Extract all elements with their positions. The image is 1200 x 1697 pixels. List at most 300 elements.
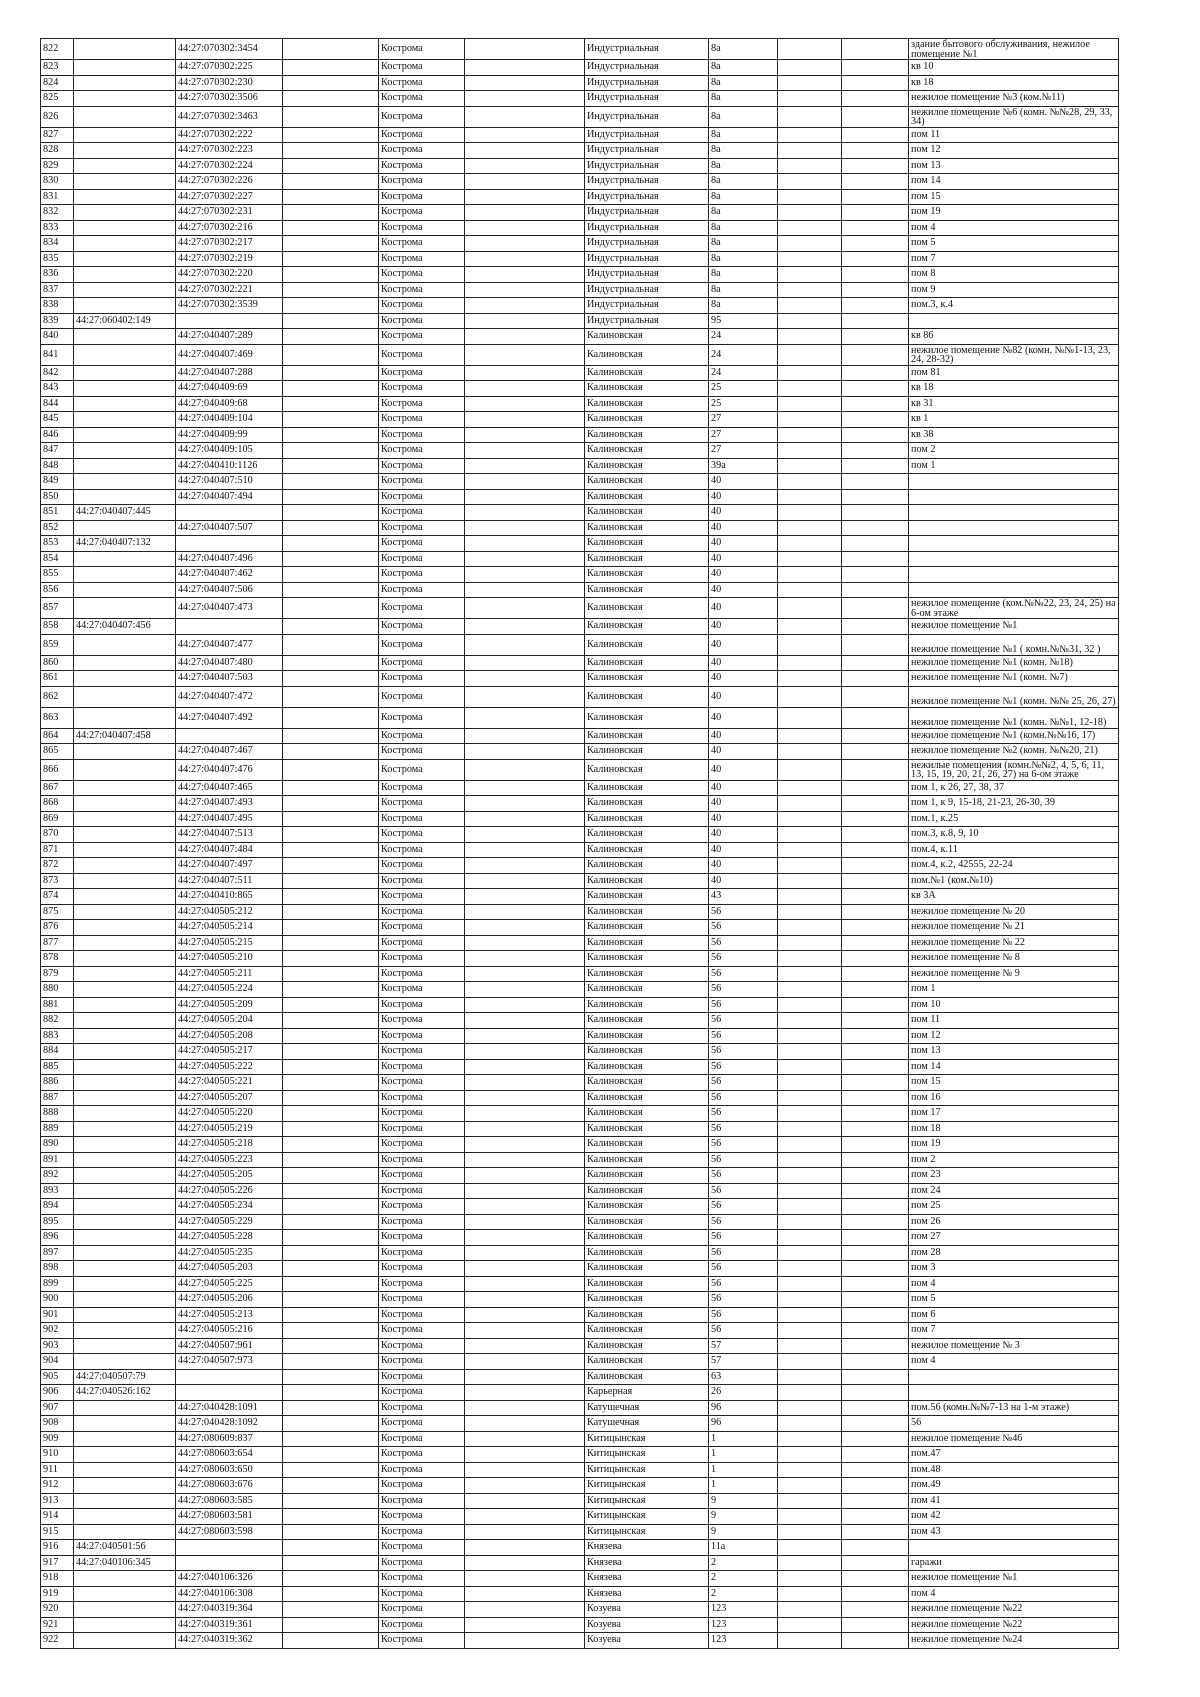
empty-cell	[283, 91, 379, 107]
premises-description-cell: нежилое помещение №3 (ком.№11)	[909, 91, 1119, 107]
row-number: 891	[41, 1152, 74, 1168]
row-number: 887	[41, 1090, 74, 1106]
empty-cell	[283, 671, 379, 687]
empty-cell	[778, 427, 842, 443]
cadastral-number-premises: 44:27:040505:216	[176, 1323, 283, 1339]
empty-cell	[842, 189, 909, 205]
empty-cell	[842, 1633, 909, 1649]
empty-cell	[283, 1013, 379, 1029]
empty-cell	[465, 396, 585, 412]
cadastral-number-land	[74, 1152, 176, 1168]
empty-cell	[283, 396, 379, 412]
empty-cell	[283, 505, 379, 521]
row-number: 904	[41, 1354, 74, 1370]
table-row	[41, 1276, 1119, 1292]
cadastral-number-land	[74, 282, 176, 298]
city-cell: Кострома	[379, 1571, 465, 1587]
city-cell: Кострома	[379, 1292, 465, 1308]
empty-cell	[778, 1090, 842, 1106]
house-number-cell: 26	[709, 1385, 778, 1401]
empty-cell	[842, 39, 909, 60]
street-cell: Калиновская	[585, 873, 709, 889]
table-row	[41, 1059, 1119, 1075]
cadastral-number-land	[74, 427, 176, 443]
cadastral-number-land	[74, 780, 176, 796]
city-cell: Кострома	[379, 205, 465, 221]
cadastral-number-premises: 44:27:070302:3454	[176, 39, 283, 60]
empty-cell	[283, 1137, 379, 1153]
city-cell: Кострома	[379, 220, 465, 236]
premises-description-cell: пом.№1 (ком.№10)	[909, 873, 1119, 889]
street-cell: Калиновская	[585, 329, 709, 345]
table-row	[41, 858, 1119, 874]
empty-cell	[842, 443, 909, 459]
street-cell: Калиновская	[585, 505, 709, 521]
table-row	[41, 267, 1119, 283]
empty-cell	[465, 598, 585, 619]
city-cell: Кострома	[379, 381, 465, 397]
table-row	[41, 39, 1119, 60]
row-number: 860	[41, 655, 74, 671]
cadastral-number-land	[74, 1617, 176, 1633]
table-row	[41, 935, 1119, 951]
empty-cell	[778, 282, 842, 298]
street-cell: Калиновская	[585, 1292, 709, 1308]
house-number-cell: 8а	[709, 39, 778, 60]
table-row	[41, 1617, 1119, 1633]
premises-description-cell: пом 4	[909, 1354, 1119, 1370]
cadastral-number-premises	[176, 1369, 283, 1385]
empty-cell	[465, 796, 585, 812]
premises-description-cell: пом 4	[909, 1586, 1119, 1602]
table-row	[41, 1354, 1119, 1370]
premises-description-cell: здание бытового обслуживания, нежилое помещение №1	[909, 39, 1119, 60]
city-cell: Кострома	[379, 811, 465, 827]
cadastral-number-premises: 44:27:080603:676	[176, 1478, 283, 1494]
empty-cell	[842, 1478, 909, 1494]
empty-cell	[283, 1431, 379, 1447]
cadastral-number-premises: 44:27:040505:209	[176, 997, 283, 1013]
city-cell: Кострома	[379, 997, 465, 1013]
empty-cell	[778, 329, 842, 345]
table-row	[41, 282, 1119, 298]
cadastral-number-premises: 44:27:040505:205	[176, 1168, 283, 1184]
premises-description-cell	[909, 505, 1119, 521]
city-cell: Кострома	[379, 1447, 465, 1463]
cadastral-number-premises: 44:27:040505:226	[176, 1183, 283, 1199]
cadastral-number-premises: 44:27:040410:865	[176, 889, 283, 905]
table-row	[41, 1075, 1119, 1091]
city-cell: Кострома	[379, 598, 465, 619]
empty-cell	[842, 707, 909, 728]
row-number: 903	[41, 1338, 74, 1354]
cadastral-number-premises: 44:27:040505:223	[176, 1152, 283, 1168]
empty-cell	[283, 1478, 379, 1494]
empty-cell	[283, 551, 379, 567]
cadastral-number-land	[74, 966, 176, 982]
empty-cell	[283, 106, 379, 127]
city-cell: Кострома	[379, 298, 465, 314]
empty-cell	[778, 127, 842, 143]
premises-description-cell: кв 18	[909, 75, 1119, 91]
city-cell: Кострома	[379, 60, 465, 76]
empty-cell	[283, 205, 379, 221]
city-cell: Кострома	[379, 267, 465, 283]
city-cell: Кострома	[379, 1090, 465, 1106]
table-row	[41, 1245, 1119, 1261]
street-cell: Индустриальная	[585, 39, 709, 60]
premises-description-cell: пом 5	[909, 1292, 1119, 1308]
cadastral-number-premises: 44:27:070302:225	[176, 60, 283, 76]
cadastral-number-land	[74, 458, 176, 474]
table-row	[41, 1121, 1119, 1137]
house-number-cell: 40	[709, 619, 778, 635]
house-number-cell: 56	[709, 1168, 778, 1184]
row-number: 836	[41, 267, 74, 283]
empty-cell	[283, 686, 379, 707]
empty-cell	[465, 759, 585, 780]
cadastral-number-land	[74, 744, 176, 760]
row-number: 878	[41, 951, 74, 967]
city-cell: Кострома	[379, 1075, 465, 1091]
house-number-cell: 2	[709, 1586, 778, 1602]
empty-cell	[778, 1044, 842, 1060]
empty-cell	[465, 1540, 585, 1556]
table-row	[41, 842, 1119, 858]
empty-cell	[842, 396, 909, 412]
premises-description-cell: нежилое помещение № 3	[909, 1338, 1119, 1354]
table-row	[41, 634, 1119, 655]
cadastral-number-premises: 44:27:040505:210	[176, 951, 283, 967]
house-number-cell: 40	[709, 582, 778, 598]
empty-cell	[465, 1447, 585, 1463]
street-cell: Калиновская	[585, 780, 709, 796]
house-number-cell: 25	[709, 381, 778, 397]
city-cell: Кострома	[379, 707, 465, 728]
empty-cell	[465, 1028, 585, 1044]
cadastral-number-premises: 44:27:040407:476	[176, 759, 283, 780]
empty-cell	[842, 267, 909, 283]
empty-cell	[465, 443, 585, 459]
city-cell: Кострома	[379, 189, 465, 205]
cadastral-number-premises: 44:27:040407:469	[176, 344, 283, 365]
row-number: 835	[41, 251, 74, 267]
cadastral-number-land	[74, 598, 176, 619]
house-number-cell: 8а	[709, 106, 778, 127]
empty-cell	[778, 1261, 842, 1277]
house-number-cell: 56	[709, 904, 778, 920]
empty-cell	[465, 1493, 585, 1509]
empty-cell	[778, 1152, 842, 1168]
premises-description-cell	[909, 520, 1119, 536]
row-number: 867	[41, 780, 74, 796]
row-number: 865	[41, 744, 74, 760]
empty-cell	[465, 1090, 585, 1106]
cadastral-number-land	[74, 189, 176, 205]
cadastral-number-premises: 44:27:040407:288	[176, 365, 283, 381]
cadastral-number-land	[74, 1602, 176, 1618]
house-number-cell: 56	[709, 1199, 778, 1215]
empty-cell	[283, 1555, 379, 1571]
empty-cell	[283, 567, 379, 583]
city-cell: Кострома	[379, 1276, 465, 1292]
empty-cell	[778, 251, 842, 267]
empty-cell	[283, 1447, 379, 1463]
table-row	[41, 811, 1119, 827]
empty-cell	[842, 759, 909, 780]
empty-cell	[465, 1617, 585, 1633]
empty-cell	[465, 520, 585, 536]
row-number: 900	[41, 1292, 74, 1308]
empty-cell	[778, 744, 842, 760]
table-row	[41, 1493, 1119, 1509]
cadastral-number-premises: 44:27:070302:221	[176, 282, 283, 298]
empty-cell	[842, 1183, 909, 1199]
city-cell: Кострома	[379, 1261, 465, 1277]
empty-cell	[778, 1633, 842, 1649]
cadastral-number-premises: 44:27:040505:225	[176, 1276, 283, 1292]
empty-cell	[778, 567, 842, 583]
empty-cell	[778, 873, 842, 889]
premises-description-cell: пом 4	[909, 1276, 1119, 1292]
house-number-cell: 56	[709, 1106, 778, 1122]
registry-body	[41, 39, 1119, 1649]
street-cell: Индустриальная	[585, 174, 709, 190]
empty-cell	[283, 707, 379, 728]
row-number: 913	[41, 1493, 74, 1509]
cadastral-number-premises: 44:27:040407:493	[176, 796, 283, 812]
row-number: 843	[41, 381, 74, 397]
table-row	[41, 520, 1119, 536]
empty-cell	[842, 1199, 909, 1215]
cadastral-number-premises: 44:27:040428:1092	[176, 1416, 283, 1432]
house-number-cell: 1	[709, 1431, 778, 1447]
house-number-cell: 1	[709, 1462, 778, 1478]
table-row	[41, 904, 1119, 920]
row-number: 915	[41, 1524, 74, 1540]
row-number: 877	[41, 935, 74, 951]
cadastral-number-premises: 44:27:040407:507	[176, 520, 283, 536]
empty-cell	[842, 106, 909, 127]
empty-cell	[465, 1400, 585, 1416]
house-number-cell: 40	[709, 634, 778, 655]
empty-cell	[465, 1292, 585, 1308]
cadastral-number-premises: 44:27:040409:68	[176, 396, 283, 412]
empty-cell	[842, 920, 909, 936]
premises-description-cell: нежилое помещение № 8	[909, 951, 1119, 967]
property-registry-table	[40, 38, 1119, 1649]
premises-description-cell: пом 23	[909, 1168, 1119, 1184]
street-cell: Калиновская	[585, 551, 709, 567]
house-number-cell: 27	[709, 412, 778, 428]
row-number: 859	[41, 634, 74, 655]
empty-cell	[842, 1431, 909, 1447]
table-row	[41, 1509, 1119, 1525]
cadastral-number-premises: 44:27:070302:231	[176, 205, 283, 221]
premises-description-cell: нежилое помещение №46	[909, 1431, 1119, 1447]
street-cell: Катушечная	[585, 1400, 709, 1416]
cadastral-number-premises: 44:27:040505:214	[176, 920, 283, 936]
empty-cell	[465, 381, 585, 397]
premises-description-cell: нежилое помещение №6 (комн. №№28, 29, 33, 34)	[909, 106, 1119, 127]
premises-description-cell: пом 41	[909, 1493, 1119, 1509]
cadastral-number-land	[74, 1571, 176, 1587]
premises-description-cell: нежилое помещение №1 (комн. №№1, 12-18)	[909, 707, 1119, 728]
premises-description-cell: пом 25	[909, 1199, 1119, 1215]
cadastral-number-land	[74, 443, 176, 459]
table-row	[41, 1555, 1119, 1571]
empty-cell	[465, 427, 585, 443]
empty-cell	[842, 489, 909, 505]
empty-cell	[465, 842, 585, 858]
empty-cell	[465, 1121, 585, 1137]
row-number: 906	[41, 1385, 74, 1401]
house-number-cell: 56	[709, 1028, 778, 1044]
street-cell: Калиновская	[585, 655, 709, 671]
row-number: 914	[41, 1509, 74, 1525]
city-cell: Кострома	[379, 396, 465, 412]
empty-cell	[283, 1106, 379, 1122]
empty-cell	[842, 1230, 909, 1246]
cadastral-number-premises: 44:27:040407:496	[176, 551, 283, 567]
document-page	[40, 38, 1118, 1649]
empty-cell	[778, 1292, 842, 1308]
premises-description-cell: кв 1	[909, 412, 1119, 428]
premises-description-cell: нежилое помещение №22	[909, 1617, 1119, 1633]
house-number-cell: 39а	[709, 458, 778, 474]
empty-cell	[465, 551, 585, 567]
premises-description-cell: пом 5	[909, 236, 1119, 252]
city-cell: Кострома	[379, 365, 465, 381]
row-number: 892	[41, 1168, 74, 1184]
table-row	[41, 474, 1119, 490]
row-number: 858	[41, 619, 74, 635]
empty-cell	[283, 474, 379, 490]
premises-description-cell: нежилое помещение № 20	[909, 904, 1119, 920]
house-number-cell: 8а	[709, 75, 778, 91]
street-cell: Калиновская	[585, 1090, 709, 1106]
house-number-cell: 40	[709, 707, 778, 728]
street-cell: Калиновская	[585, 1338, 709, 1354]
empty-cell	[842, 1276, 909, 1292]
table-row	[41, 174, 1119, 190]
table-row	[41, 966, 1119, 982]
city-cell: Кострома	[379, 427, 465, 443]
house-number-cell: 96	[709, 1400, 778, 1416]
empty-cell	[283, 236, 379, 252]
city-cell: Кострома	[379, 889, 465, 905]
empty-cell	[778, 220, 842, 236]
row-number: 828	[41, 143, 74, 159]
cadastral-number-premises: 44:27:040428:1091	[176, 1400, 283, 1416]
empty-cell	[465, 298, 585, 314]
empty-cell	[842, 1493, 909, 1509]
empty-cell	[842, 1354, 909, 1370]
table-row	[41, 381, 1119, 397]
cadastral-number-land	[74, 365, 176, 381]
street-cell: Калиновская	[585, 889, 709, 905]
empty-cell	[842, 1245, 909, 1261]
empty-cell	[778, 1183, 842, 1199]
empty-cell	[465, 505, 585, 521]
cadastral-number-premises: 44:27:040505:207	[176, 1090, 283, 1106]
cadastral-number-land: 44:27:040407:132	[74, 536, 176, 552]
empty-cell	[283, 1493, 379, 1509]
city-cell: Кострома	[379, 158, 465, 174]
city-cell: Кострома	[379, 744, 465, 760]
house-number-cell: 56	[709, 1276, 778, 1292]
empty-cell	[465, 1261, 585, 1277]
house-number-cell: 8а	[709, 205, 778, 221]
empty-cell	[778, 707, 842, 728]
table-row	[41, 1633, 1119, 1649]
cadastral-number-land	[74, 75, 176, 91]
table-row	[41, 1106, 1119, 1122]
empty-cell	[842, 634, 909, 655]
city-cell: Кострома	[379, 982, 465, 998]
row-number: 909	[41, 1431, 74, 1447]
empty-cell	[465, 205, 585, 221]
table-row	[41, 1199, 1119, 1215]
cadastral-number-premises: 44:27:070302:227	[176, 189, 283, 205]
empty-cell	[465, 567, 585, 583]
empty-cell	[465, 1524, 585, 1540]
street-cell: Калиновская	[585, 858, 709, 874]
empty-cell	[283, 920, 379, 936]
street-cell: Китицынская	[585, 1478, 709, 1494]
empty-cell	[842, 1121, 909, 1137]
empty-cell	[283, 1214, 379, 1230]
premises-description-cell: нежилое помещение (ком.№№22, 23, 24, 25) на 6-ом этаже	[909, 598, 1119, 619]
city-cell: Кострома	[379, 1431, 465, 1447]
empty-cell	[283, 1090, 379, 1106]
empty-cell	[842, 1369, 909, 1385]
table-row	[41, 220, 1119, 236]
house-number-cell: 27	[709, 427, 778, 443]
premises-description-cell: пом 43	[909, 1524, 1119, 1540]
row-number: 922	[41, 1633, 74, 1649]
house-number-cell: 24	[709, 365, 778, 381]
premises-description-cell: кв 31	[909, 396, 1119, 412]
empty-cell	[465, 489, 585, 505]
cadastral-number-premises: 44:27:040407:492	[176, 707, 283, 728]
city-cell: Кострома	[379, 1633, 465, 1649]
cadastral-number-premises: 44:27:070302:220	[176, 267, 283, 283]
empty-cell	[283, 127, 379, 143]
cadastral-number-land	[74, 236, 176, 252]
street-cell: Калиновская	[585, 1183, 709, 1199]
house-number-cell: 56	[709, 1013, 778, 1029]
house-number-cell: 56	[709, 1059, 778, 1075]
premises-description-cell: пом 19	[909, 1137, 1119, 1153]
empty-cell	[465, 174, 585, 190]
empty-cell	[842, 143, 909, 159]
cadastral-number-premises: 44:27:040505:212	[176, 904, 283, 920]
empty-cell	[283, 842, 379, 858]
row-number: 850	[41, 489, 74, 505]
empty-cell	[283, 1276, 379, 1292]
cadastral-number-land	[74, 1276, 176, 1292]
empty-cell	[778, 827, 842, 843]
premises-description-cell: нежилое помещение №1	[909, 619, 1119, 635]
city-cell: Кострома	[379, 1462, 465, 1478]
city-cell: Кострома	[379, 1555, 465, 1571]
city-cell: Кострома	[379, 1493, 465, 1509]
cadastral-number-premises: 44:27:040407:467	[176, 744, 283, 760]
empty-cell	[842, 997, 909, 1013]
empty-cell	[283, 1462, 379, 1478]
cadastral-number-land	[74, 158, 176, 174]
